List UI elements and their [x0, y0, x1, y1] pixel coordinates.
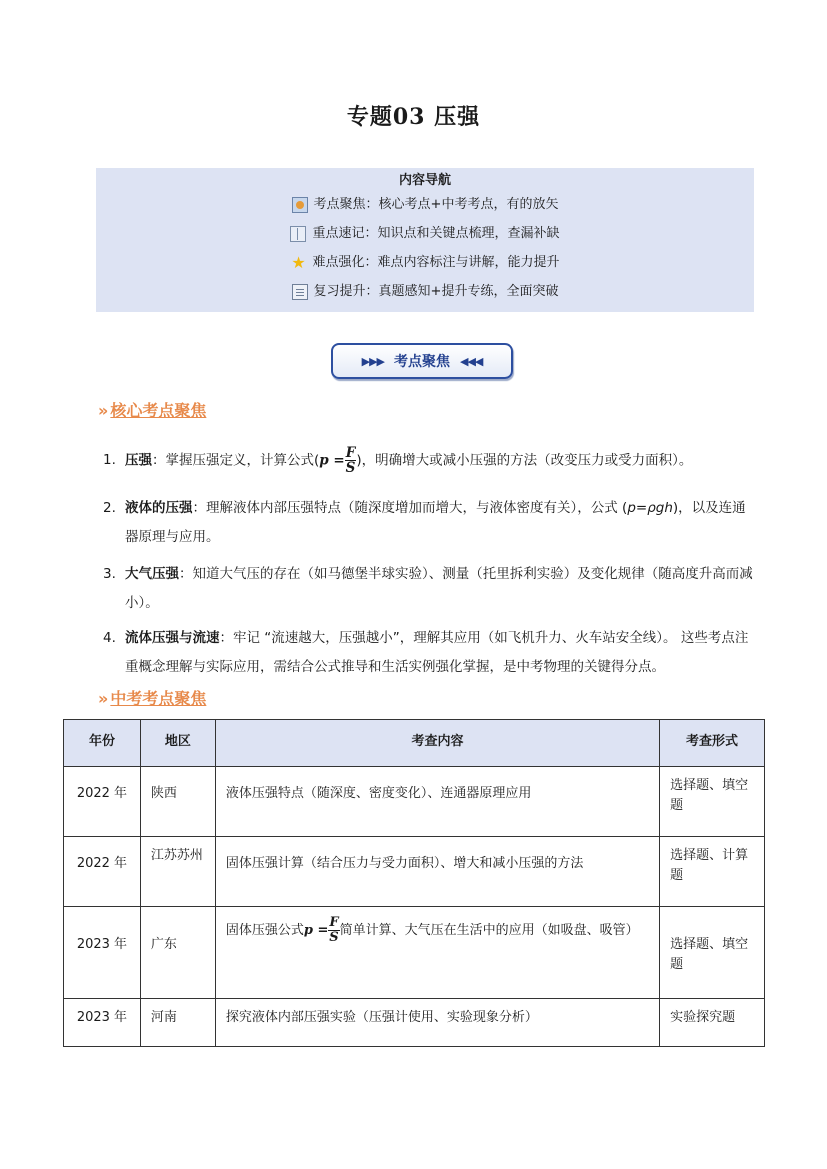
- point-term: 流体压强与流速: [125, 630, 220, 646]
- table-row: [64, 837, 765, 907]
- banner-label: 考点聚焦: [394, 354, 450, 370]
- star-icon: ★: [291, 252, 306, 272]
- cell-form: 选择题、计算题: [660, 837, 765, 907]
- double-chevron-icon: »: [98, 401, 109, 420]
- nav-heading: 内容导航: [398, 173, 451, 188]
- table-row: [64, 907, 765, 999]
- point-number: 3.: [103, 566, 116, 582]
- point-text: )，明确增大或减小压强的方法（改变压力或受力面积）。: [356, 452, 693, 469]
- cell-content: 固体压强计算（结合压力与受力面积）、增大和减小压强的方法: [215, 837, 659, 907]
- cell-form: 实验探究题: [660, 999, 765, 1047]
- point-text: ：掌握压强定义，计算公式(: [152, 452, 320, 469]
- cell-form: 选择题、填空题: [660, 907, 765, 999]
- cell-text: 固体压强公式: [225, 923, 304, 938]
- section-title: 核心考点聚焦: [110, 401, 207, 420]
- point-3: [103, 560, 753, 618]
- point-text: )，以及连通器原理与应用。: [125, 500, 746, 545]
- point-text: ：知道大气压的存在（如马德堡半球实验）、测量（托里拆利实验）及变化规律（随高度升高而减小）。: [125, 566, 753, 611]
- section-heading-core: [98, 398, 206, 421]
- point-term: 大气压强: [125, 566, 179, 582]
- point-text: ：理解液体内部压强特点（随深度增加而增大，与液体密度有关），公式 (: [192, 500, 628, 516]
- header-region: 地区: [140, 720, 215, 767]
- fraction-denominator: S: [329, 930, 339, 945]
- arrows-left-icon: ◀◀◀: [460, 354, 483, 368]
- nav-item-label: 考点聚焦：核心考点+中考考点，有的放矢: [313, 197, 559, 212]
- nav-item-label: 重点速记：知识点和关键点梳理，查漏补缺: [312, 226, 560, 241]
- header-content: 考查内容: [215, 720, 659, 767]
- cell-year: 2023 年: [64, 999, 141, 1047]
- double-chevron-icon: »: [98, 689, 109, 708]
- point-number: 1.: [103, 452, 116, 468]
- point-text: ：牢记 “流速越大，压强越小”，理解其应用（如飞机升力、火车站安全线）。 这些考点注重概念理解与实际应用，需结合公式推导和生活实例强化掌握，是中考物理的关键得分点。: [125, 630, 749, 675]
- point-1: [103, 446, 753, 476]
- fraction-numerator: F: [329, 915, 339, 930]
- cell-content: 探究液体内部压强实验（压强计使用、实验现象分析）: [215, 999, 659, 1047]
- nav-item-review: [96, 277, 754, 306]
- content-navigation: [96, 168, 754, 312]
- nav-item-focus: [96, 190, 754, 219]
- section-banner: [331, 343, 513, 379]
- formula: p=ρgh: [627, 500, 673, 516]
- cell-year: 2022 年: [64, 837, 141, 907]
- point-number: 4.: [103, 630, 116, 646]
- section-heading-exam: [98, 686, 206, 709]
- cell-year: 2022 年: [64, 767, 141, 837]
- nav-item-notes: [96, 219, 754, 248]
- cell-region: 江苏苏州: [140, 837, 215, 907]
- nav-item-label: 难点强化：难点内容标注与讲解，能力提升: [312, 255, 560, 270]
- point-term: 液体的压强: [125, 500, 193, 516]
- point-2: [103, 494, 753, 552]
- table-row: [64, 999, 765, 1047]
- formula-lhs: p =: [319, 452, 345, 469]
- cell-year: 2023 年: [64, 907, 141, 999]
- table-row: [64, 767, 765, 837]
- exam-table: [63, 719, 765, 1047]
- pressure-fraction: [345, 446, 357, 475]
- fraction-denominator: S: [345, 460, 356, 476]
- formula-lhs: p =: [303, 923, 329, 938]
- cell-region: 广东: [140, 907, 215, 999]
- cell-text: 简单计算、大气压在生活中的应用（如吸盘、吸管）: [339, 923, 639, 938]
- cell-content: [215, 907, 659, 999]
- book-icon: [290, 226, 306, 242]
- fraction-numerator: F: [345, 445, 356, 461]
- map-pin-icon: [292, 197, 308, 213]
- header-year: 年份: [64, 720, 141, 767]
- nav-item-difficulty: [96, 248, 754, 277]
- cell-region: 河南: [140, 999, 215, 1047]
- arrows-right-icon: ▶▶▶: [361, 354, 384, 368]
- point-4: [103, 624, 753, 682]
- section-title: 中考考点聚焦: [110, 689, 207, 708]
- checklist-icon: [292, 284, 308, 300]
- point-term: 压强: [125, 452, 152, 469]
- cell-content: 液体压强特点（随深度、密度变化）、连通器原理应用: [215, 767, 659, 837]
- page-title: 专题03 压强: [346, 104, 481, 130]
- nav-item-label: 复习提升：真题感知+提升专练，全面突破: [313, 284, 559, 299]
- cell-form: 选择题、填空题: [660, 767, 765, 837]
- table-header-row: [64, 720, 765, 767]
- header-form: 考查形式: [660, 720, 765, 767]
- pressure-fraction: [328, 916, 339, 945]
- cell-region: 陕西: [140, 767, 215, 837]
- point-number: 2.: [103, 500, 116, 516]
